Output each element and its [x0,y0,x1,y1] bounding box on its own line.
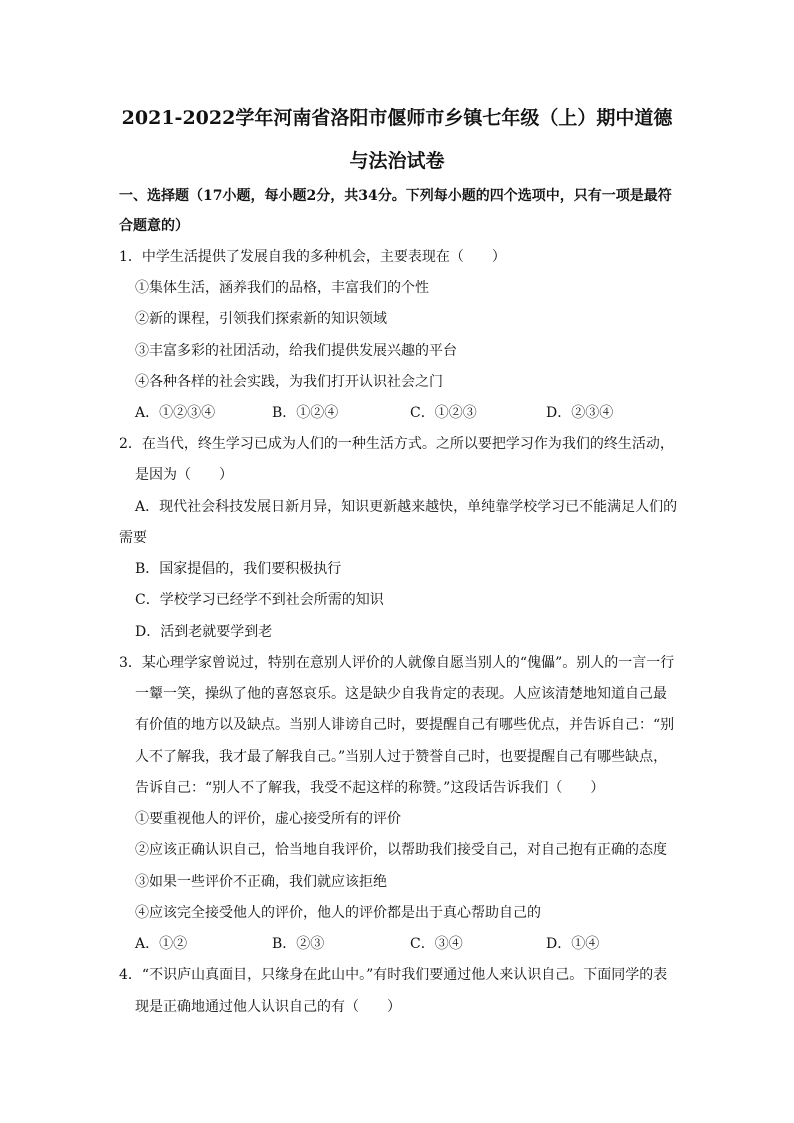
q3-stem-line-1: 3．某心理学家曾说过，特别在意别人评价的人就像自愿当别人的“傀儡”。别人的一言一行 [119,655,675,671]
q1-option-d[interactable]: D．②③④ [546,405,614,421]
q1-item-2: ②新的课程，引领我们探索新的知识领域 [135,311,387,327]
q3-option-a[interactable]: A．①② [135,936,188,952]
q4-stem-line-1: 4．“不识庐山真面目，只缘身在此山中。”有时我们要通过他人来认识自己。下面同学的表 [119,967,668,983]
q2-option-d[interactable]: D．活到老就要学到老 [135,624,273,640]
q1-item-4: ④各种各样的社会实践，为我们打开认识社会之门 [135,374,443,390]
q2-option-b[interactable]: B．国家提倡的，我们要积极执行 [135,561,342,577]
q3-stem-line-4: 人不了解我，我才最了解我自己。”当别人过于赞誉自己时，也要提醒自己有哪些缺点， [135,749,668,765]
q3-option-d[interactable]: D．①④ [546,936,600,952]
q3-stem-line-5: 告诉自己：“别人不了解我，我受不起这样的称赞。”这段话告诉我们（ ） [135,780,605,796]
section-heading-line-2: 合题意的） [119,218,189,234]
q4-stem-line-2: 现是正确地通过他人认识自己的有（ ） [135,999,401,1015]
q2-option-c[interactable]: C．学校学习已经学不到社会所需的知识 [135,592,384,608]
q3-option-b[interactable]: B．②③ [272,936,325,952]
exam-title-line-1: 2021-2022学年河南省洛阳市偃师市乡镇七年级（上）期中道德 [121,107,673,129]
q1-option-b[interactable]: B．①②④ [272,405,339,421]
exam-title-line-2: 与法治试卷 [349,150,445,172]
q3-option-c[interactable]: C．③④ [410,936,463,952]
q1-stem: 1．中学生活提供了发展自我的多种机会，主要表现在（ ） [119,249,506,265]
q1-option-a[interactable]: A．①②③④ [135,405,216,421]
q3-stem-line-2: 一颦一笑，操纵了他的喜怒哀乐。这是缺少自我肯定的表现。人应该清楚地知道自己最 [135,686,667,702]
q3-stem-line-3: 有价值的地方以及缺点。当别人诽谤自己时，要提醒自己有哪些优点，并告诉自己：“别 [135,717,675,733]
section-heading-line-1: 一、选择题（17小题，每小题2分，共34分。下列每小题的四个选项中，只有一项是最符 [119,188,672,204]
q1-item-1: ①集体生活，涵养我们的品格，丰富我们的个性 [135,280,429,296]
q3-item-2: ②应该正确认识自己，恰当地自我评价，以帮助我们接受自己，对自己抱有正确的态度 [135,842,667,858]
q3-item-4: ④应该完全接受他人的评价，他人的评价都是出于真心帮助自己的 [135,905,541,921]
q2-option-a-line-2: 需要 [119,530,147,546]
q2-option-a-line-1[interactable]: A．现代社会科技发展日新月异，知识更新越来越快，单纯靠学校学习已不能满足人们的 [135,499,678,515]
q2-stem-line-1: 2．在当代，终生学习已成为人们的一种生活方式。之所以要把学习作为我们的终生活动， [119,436,674,452]
q3-item-1: ①要重视他人的评价，虚心接受所有的评价 [135,811,401,827]
q3-item-3: ③如果一些评价不正确，我们就应该拒绝 [135,874,387,890]
q1-item-3: ③丰富多彩的社团活动，给我们提供发展兴趣的平台 [135,343,457,359]
q1-option-c[interactable]: C．①②③ [410,405,477,421]
q2-stem-line-2: 是因为（ ） [135,467,233,483]
